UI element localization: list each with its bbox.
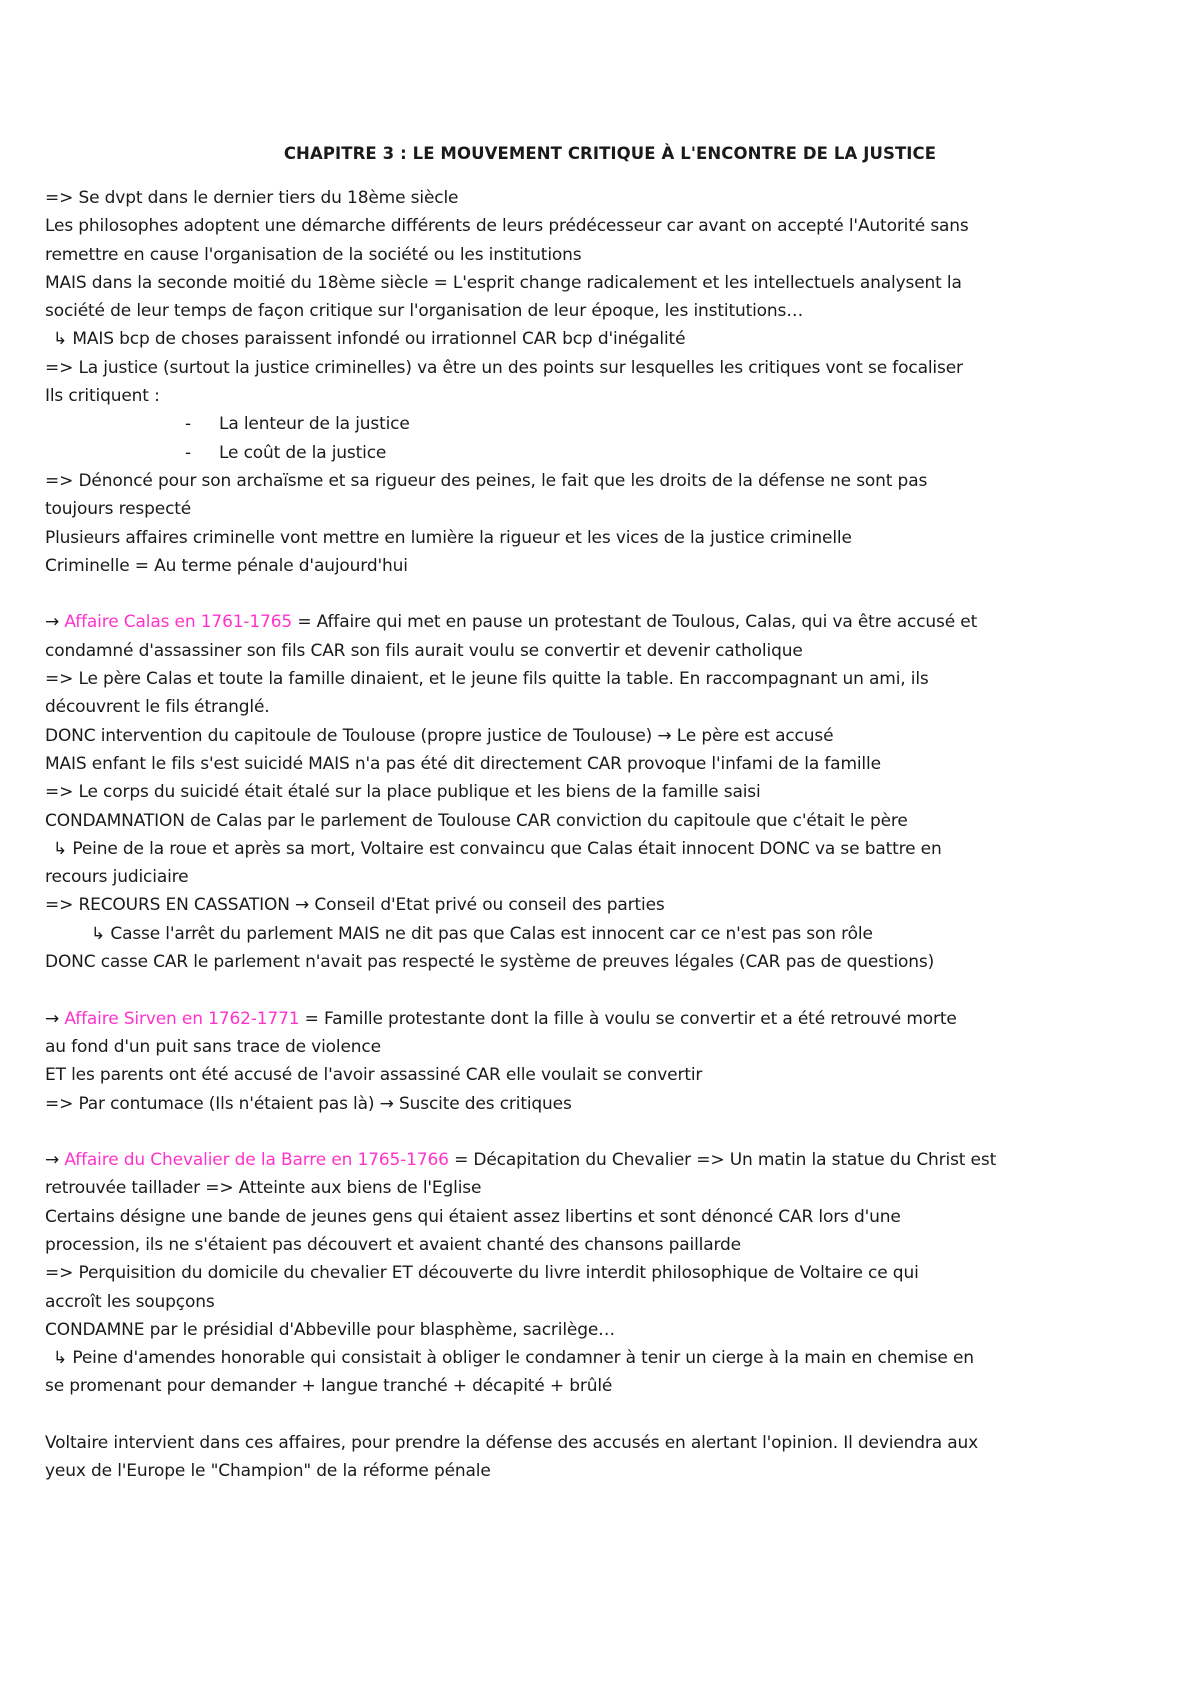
barre-line: CONDAMNE par le présidial d'Abbeville pour blasphème, sacrilège… xyxy=(45,1319,616,1340)
intro-subpoint: ↳ MAIS bcp de choses paraissent infondé ou irrationnel CAR bcp d'inégalité xyxy=(53,329,686,350)
barre-section xyxy=(45,1146,1175,1401)
bullet-dash: - xyxy=(185,414,191,435)
intro-line: Ils critiquent : xyxy=(45,386,160,407)
calas-heading-rest: = Affaire qui met en pause un protestant de Toulous, Calas, qui va être accusé et xyxy=(292,612,978,633)
calas-subpoint: ↳ Casse l'arrêt du parlement MAIS ne dit pas que Calas est innocent car ce n'est pas son rôle xyxy=(91,923,873,944)
intro-section xyxy=(45,184,1175,580)
arrow-icon: → xyxy=(45,612,65,633)
spacer xyxy=(45,1118,1175,1146)
intro-line: remettre en cause l'organisation de la société ou les institutions xyxy=(45,244,582,265)
barre-line: procession, ils ne s'étaient pas découvert et avaient chanté des chansons paillarde xyxy=(45,1234,741,1255)
sirven-line: ET les parents ont été accusé de l'avoir assassiné CAR elle voulait se convertir xyxy=(45,1065,703,1086)
intro-line: => Dénoncé pour son archaïsme et sa rigueur des peines, le fait que les droits de la défense ne sont pas xyxy=(45,470,928,491)
barre-heading-line xyxy=(45,1146,1175,1174)
intro-line: Plusieurs affaires criminelle vont mettre en lumière la rigueur et les vices de la justice criminelle xyxy=(45,527,852,548)
bullet-item xyxy=(45,439,1175,467)
intro-line: => La justice (surtout la justice criminelles) va être un des points sur lesquelles les critiques vont se focaliser xyxy=(45,357,963,378)
calas-heading-line xyxy=(45,608,1175,636)
calas-line: CONDAMNATION de Calas par le parlement de Toulouse CAR conviction du capitoule que c'était le père xyxy=(45,810,908,831)
bullet-dash: - xyxy=(185,442,191,463)
calas-line: découvrent le fils étranglé. xyxy=(45,697,270,718)
calas-line: DONC casse CAR le parlement n'avait pas respecté le système de preuves légales (CAR pas de questions) xyxy=(45,952,935,973)
document-page xyxy=(45,140,1175,1486)
chapter-title: CHAPITRE 3 : LE MOUVEMENT CRITIQUE À L'ENCONTRE DE LA JUSTICE xyxy=(283,144,937,163)
intro-line: Criminelle = Au terme pénale d'aujourd'hui xyxy=(45,555,408,576)
sirven-line: => Par contumace (Ils n'étaient pas là) → Suscite des critiques xyxy=(45,1093,572,1114)
arrow-icon: → xyxy=(45,1008,65,1029)
barre-line: accroît les soupçons xyxy=(45,1291,215,1312)
bullet-text: Le coût de la justice xyxy=(219,442,387,463)
sirven-section xyxy=(45,1005,1175,1118)
intro-line: => Se dvpt dans le dernier tiers du 18ème siècle xyxy=(45,188,459,208)
barre-line: => Perquisition du domicile du chevalier ET découverte du livre interdit philosophique de Voltaire ce qui xyxy=(45,1263,919,1284)
sirven-heading-rest: = Famille protestante dont la fille à voulu se convertir et a été retrouvé morte xyxy=(299,1008,957,1029)
arrow-icon: → xyxy=(45,1150,65,1171)
conclusion-line: yeux de l'Europe le "Champion" de la réforme pénale xyxy=(45,1461,491,1482)
spacer xyxy=(45,976,1175,1004)
calas-line: => Le corps du suicidé était étalé sur la place publique et les biens de la famille saisi xyxy=(45,782,761,803)
calas-heading: Affaire Calas en 1761-1765 xyxy=(64,612,293,633)
spacer xyxy=(45,1401,1175,1429)
intro-line: Les philosophes adoptent une démarche différents de leurs prédécesseur car avant on accepté l'Autorité sans xyxy=(45,216,969,237)
intro-line: MAIS dans la seconde moitié du 18ème siècle = L'esprit change radicalement et les intellectuels analysent la xyxy=(45,272,962,293)
spacer xyxy=(45,580,1175,608)
barre-line: se promenant pour demander + langue tranché + décapité + brûlé xyxy=(45,1376,613,1397)
intro-line: toujours respecté xyxy=(45,499,192,520)
calas-line: condamné d'assassiner son fils CAR son fils aurait voulu se convertir et devenir catholique xyxy=(45,640,803,661)
bullet-item xyxy=(45,410,1175,438)
barre-line: Certains désigne une bande de jeunes gens qui étaient assez libertins et sont dénoncé CAR lors d'une xyxy=(45,1206,901,1227)
conclusion-section xyxy=(45,1429,1175,1486)
barre-subpoint: ↳ Peine d'amendes honorable qui consistait à obliger le condamner à tenir un cierge à la main en chemise en xyxy=(53,1348,974,1369)
calas-line: DONC intervention du capitoule de Toulouse (propre justice de Toulouse) → Le père est accusé xyxy=(45,725,834,746)
calas-section xyxy=(45,608,1175,976)
barre-heading-rest: = Décapitation du Chevalier => Un matin la statue du Christ est xyxy=(448,1150,997,1171)
intro-line: société de leur temps de façon critique sur l'organisation de leur époque, les institutions… xyxy=(45,301,804,322)
calas-line: MAIS enfant le fils s'est suicidé MAIS n'a pas été dit directement CAR provoque l'infami de la famille xyxy=(45,753,881,774)
calas-line: => Le père Calas et toute la famille dinaient, et le jeune fils quitte la table. En raccompagnant un ami, ils xyxy=(45,669,929,690)
barre-line: retrouvée taillader => Atteinte aux biens de l'Eglise xyxy=(45,1178,482,1199)
conclusion-line: Voltaire intervient dans ces affaires, pour prendre la défense des accusés en alertant l'opinion. Il deviendra aux xyxy=(45,1433,979,1454)
sirven-heading-line xyxy=(45,1005,1175,1033)
calas-line: recours judiciaire xyxy=(45,867,189,888)
sirven-heading: Affaire Sirven en 1762-1771 xyxy=(64,1008,300,1029)
sirven-line: au fond d'un puit sans trace de violence xyxy=(45,1036,381,1057)
calas-line: => RECOURS EN CASSATION → Conseil d'Etat privé ou conseil des parties xyxy=(45,895,665,916)
calas-subpoint: ↳ Peine de la roue et après sa mort, Voltaire est convaincu que Calas était innocent DONC va se battre en xyxy=(53,838,942,859)
bullet-text: La lenteur de la justice xyxy=(219,414,410,435)
barre-heading: Affaire du Chevalier de la Barre en 1765-1766 xyxy=(64,1150,449,1171)
